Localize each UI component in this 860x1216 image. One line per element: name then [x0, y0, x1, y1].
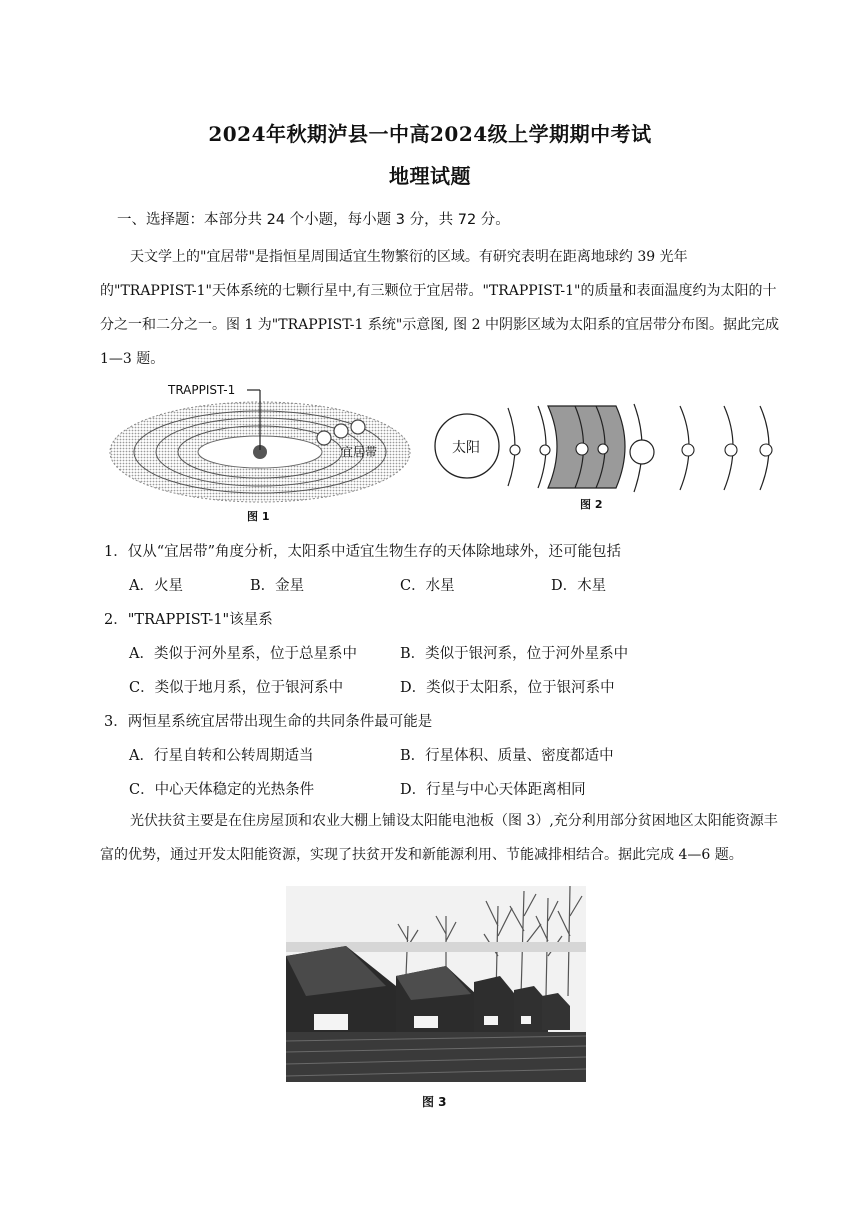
question-1-option-a[interactable]: A．火星: [129, 578, 183, 594]
figure-3-caption: 图 3: [422, 1095, 447, 1109]
habitable-zone-label: 宜居带: [341, 445, 378, 459]
passage-2: 光伏扶贫主要是在住房屋顶和农业大棚上铺设太阳能电池板（图 3）,充分利用部分贫困地区太阳能资源丰富的优势，通过开发太阳能资源，实现了扶贫开发和新能源利用、节能减排相结合。据此完成 4—6 题。: [100, 813, 778, 863]
question-3-option-c[interactable]: C．中心天体稳定的光热条件: [129, 782, 315, 798]
question-2-option-d[interactable]: D．类似于太阳系，位于银河系中: [400, 680, 615, 696]
figure-2-caption: 图 2: [580, 498, 603, 511]
planet-jupiter: [630, 440, 654, 464]
question-3-stem: 3．两恒星系统宜居带出现生命的共同条件最可能是: [104, 714, 433, 730]
planet-earth: [576, 443, 588, 455]
planet-3: [351, 420, 365, 434]
passage-1: 天文学上的"宜居带"是指恒星周围适宜生物繁衍的区域。有研究表明在距离地球约 39 光年的"TRAPPIST-1"天体系统的七颗行星中,有三颗位于宜居带。"TRAPPIST-1"的质量和表面温度约为太阳的十分之一和二分之一。图 1 为"TRAPPIST-1 系统"示意图, 图 2 中阴影区域为太阳系的宜居带分布图。据此完成 1—3 题。: [100, 249, 779, 367]
question-3-option-a[interactable]: A．行星自转和公转周期适当: [129, 748, 314, 764]
question-2-option-c[interactable]: C．类似于地月系，位于银河系中: [129, 680, 344, 696]
figure-1-diagram: [104, 378, 416, 528]
planet-mars: [598, 444, 608, 454]
question-2-option-b[interactable]: B．类似于银河系，位于河外星系中: [400, 646, 629, 662]
planet-1: [317, 431, 331, 445]
question-3-option-b[interactable]: B．行星体积、质量、密度都适中: [400, 748, 614, 764]
figure-2-diagram: [430, 400, 780, 515]
figure-3-photo: [286, 886, 586, 1082]
exam-title: 2024年秋期泸县一中高2024级上学期期中考试: [208, 122, 652, 146]
question-1-stem: 1．仅从“宜居带”角度分析，太阳系中适宜生物生存的天体除地球外，还可能包括: [104, 544, 622, 560]
question-3-option-d[interactable]: D．行星与中心天体距离相同: [400, 782, 586, 798]
question-2-option-a[interactable]: A．类似于河外星系，位于总星系中: [129, 646, 357, 662]
question-1-option-c[interactable]: C．水星: [400, 578, 455, 594]
figure-1-caption: 图 1: [247, 510, 270, 523]
question-1-option-d[interactable]: D．木星: [551, 578, 607, 594]
planet-uranus: [725, 444, 737, 456]
planet-mercury: [510, 445, 520, 455]
planet-saturn: [682, 444, 694, 456]
planet-venus: [540, 445, 550, 455]
star-label: TRAPPIST-1: [168, 383, 236, 397]
section-heading: 一、选择题：本部分共 24 个小题，每小题 3 分，共 72 分。: [117, 212, 510, 228]
planet-2: [334, 424, 348, 438]
exam-subtitle: 地理试题: [389, 164, 471, 188]
sun-label: 太阳: [452, 440, 480, 456]
planet-neptune: [760, 444, 772, 456]
question-2-stem: 2．"TRAPPIST-1"该星系: [104, 612, 273, 628]
question-1-option-b[interactable]: B．金星: [250, 578, 305, 594]
